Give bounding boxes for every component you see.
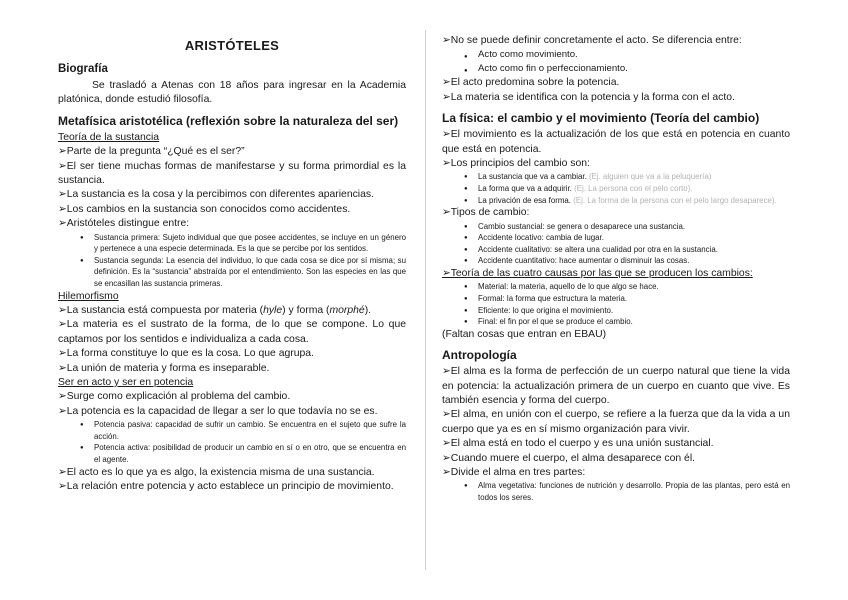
bullet-item: ● Acto como fin o perfeccionamiento.: [478, 62, 790, 76]
bullet-item: ● Potencia activa: posibilidad de producir un cambio en sí o en otro, que se encuentra en el agente.: [94, 442, 406, 465]
page-title: ARISTÓTELES: [184, 38, 280, 53]
bullet-item: ● Accidente cuantitativo: hace aumentar o disminuir las cosas.: [478, 255, 790, 267]
list-item: ➢El movimiento es la actualización de los que está en potencia en cuanto que está en potencia.: [442, 129, 790, 155]
causas-heading: ➢Teoría de las cuatro causas por las que se producen los cambios:: [442, 268, 753, 279]
list-item: ➢El alma está en todo el cuerpo y es una unión sustancial.: [442, 438, 714, 450]
items-a-list: [58, 145, 406, 231]
sustancia-bullets: [58, 232, 406, 290]
bullet-item: ● Acto como movimiento.: [478, 48, 790, 62]
teoria-sustancia-subheading: Teoría de la sustancia: [58, 131, 160, 143]
list-item: ➢La forma constituye lo que es la cosa. Lo que agrupa.: [58, 348, 314, 360]
left-column: [58, 34, 406, 494]
list-item: ➢El alma es la forma de perfección de un cuerpo natural que tiene la vida en potencia: la actualización primera de un cuerpo en cuanto que vive. Es también esencia y forma del cuerpo.: [442, 366, 790, 406]
potencia-bullets: [58, 419, 406, 465]
list-item: ➢El ser tiene muchas formas de manifestarse y su forma primordial es la sustancia.: [58, 160, 406, 187]
bullet-item: ● Accidente locativo: cambia de lugar.: [478, 232, 790, 244]
list-item: ➢Aristóteles distingue entre:: [58, 218, 190, 230]
bullet-item: ● Formal: la forma que estructura la materia.: [478, 293, 790, 305]
term-hyle: hyle: [263, 305, 283, 317]
list-item: ➢El alma, en unión con el cuerpo, se refiere a la fuerza que da la vida a un cuerpo que ya es en sí mismo organización para vivir.: [442, 409, 790, 435]
fisica-heading: La física: el cambio y el movimiento (Teoría del cambio): [442, 111, 760, 126]
list-item: ➢La unión de materia y forma es inseparable.: [58, 362, 270, 374]
bullet-item: ● Sustancia primera: Sujeto individual que que posee accidentes, se incluye en un género y pertenece a una especie determinada. Es la que se percibe por los sentidos.: [94, 232, 406, 255]
list-item: ➢La potencia es la capacidad de llegar a ser lo que todavía no se es.: [58, 405, 378, 417]
list-item: ➢Surge como explicación al problema del cambio.: [58, 391, 291, 403]
ser-acto-subheading: Ser en acto y ser en potencia: [58, 377, 194, 389]
list-item: ➢Cuando muere el cuerpo, el alma desaparece con él.: [442, 452, 696, 464]
biografia-heading: Biografía: [58, 63, 108, 75]
biografia-text: Se trasladó a Atenas con 18 años para ingresar en la Academia platónica, donde estudió filosofía.: [58, 80, 406, 106]
bullet-item: ● Cambio sustancial: se genera o desaparece una sustancia.: [478, 221, 790, 233]
list-item: ➢La materia es el sustrato de la forma, de lo que se compone. Lo que captamos por los sentidos e individualiza a cada cosa.: [58, 319, 406, 345]
bullet-item: ● La privación de esa forma. (Ej. La forma de la persona con el pelo largo desaparece).: [478, 195, 790, 207]
list-item: ➢La materia se identifica con la potencia y la forma con el acto.: [442, 91, 735, 103]
list-item: ➢La sustancia está compuesta por materia (hyle) y forma (morphé).: [58, 305, 372, 317]
causas-bullets: [442, 281, 790, 327]
tipos-heading: ➢Tipos de cambio:: [442, 207, 530, 219]
list-item: ➢Los principios del cambio son:: [442, 158, 590, 170]
alma-bullets: [442, 480, 790, 503]
bullet-item: ● La forma que va a adquirir. (Ej. La persona con el pelo corto).: [478, 183, 790, 195]
list-item: ➢Los cambios en la sustancia son conocidos como accidentes.: [58, 203, 351, 215]
acto-bullets: [442, 48, 790, 76]
list-item: ➢Divide el alma en tres partes:: [442, 467, 586, 479]
bullet-item: ● Accidente cualitativo: se altera una cualidad por otra en la sustancia.: [478, 244, 790, 256]
bullet-item: ● Eficiente: lo que origina el movimiento.: [478, 305, 790, 317]
bullet-item: ● Potencia pasiva: capacidad de sufrir un cambio. Se encuentra en el sujeto que sufre la acción.: [94, 419, 406, 442]
term-morphe: morphé: [329, 305, 365, 317]
bullet-item: ● Sustancia segunda: La esencia del individuo, lo que cada cosa se dice por sí misma; su definición. Es la “sustancia” abstraída por el entendimiento. Son las especies en las que se encasillan las sustancia primeras.: [94, 255, 406, 290]
metafisica-heading: Metafísica aristotélica (reflexión sobre la naturaleza del ser): [58, 113, 399, 128]
list-item: ➢El acto predomina sobre la potencia.: [442, 77, 620, 89]
principios-bullets: [442, 171, 790, 206]
bullet-item: ● Material: la materia, aquello de lo que algo se hace.: [478, 281, 790, 293]
bullet-item: ● La sustancia que va a cambiar. (Ej. alguien que va a la peluquería): [478, 171, 790, 183]
column-divider: [425, 30, 426, 570]
tipos-bullets: [442, 221, 790, 267]
list-item: ➢La relación entre potencia y acto establece un principio de movimiento.: [58, 481, 394, 493]
list-item: ➢La sustancia es la cosa y la percibimos con diferentes apariencias.: [58, 189, 374, 201]
list-item: ➢El acto es lo que ya es algo, la existencia misma de una sustancia.: [58, 466, 375, 478]
right-column: [442, 34, 790, 504]
faltan-note: (Faltan cosas que entran en EBAU): [442, 328, 607, 340]
antropologia-heading: Antropología: [442, 348, 517, 363]
bullet-item: ● Final: el fin por el que se produce el cambio.: [478, 316, 790, 328]
hilemorfismo-subheading: Hilemorfismo: [58, 290, 119, 302]
bullet-item: ● Alma vegetativa: funciones de nutrición y desarrollo. Propia de las plantas, pero está en todos los seres.: [478, 480, 790, 503]
list-item: ➢Parte de la pregunta “¿Qué es el ser?”: [58, 146, 245, 158]
list-item: ➢No se puede definir concretamente el acto. Se diferencia entre:: [442, 35, 742, 46]
